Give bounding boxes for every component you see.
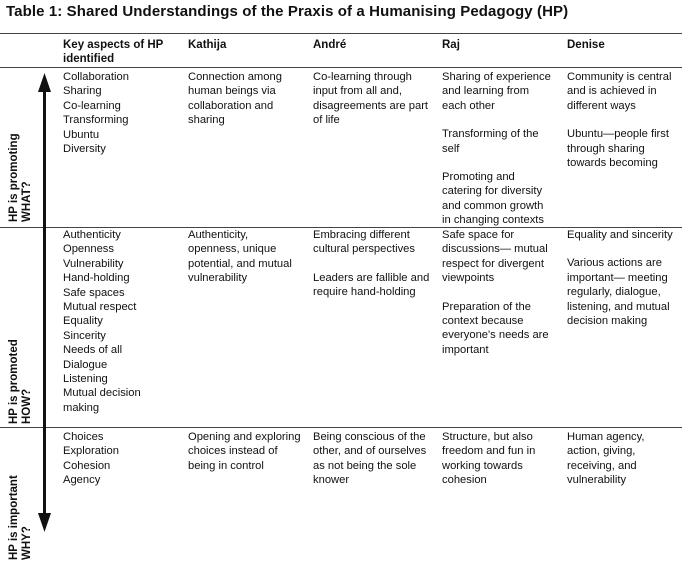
cell-line: vulnerability [567,474,627,487]
why-aspects-cell [63,430,119,488]
aspect-item: Dialogue [63,358,108,371]
cell-line: Opening and exploring [188,431,301,443]
cell-line: Leaders are fallible and [313,271,430,284]
cell-line: context because [442,315,524,328]
cell-line: collaboration and [188,99,274,112]
cell-line: through sharing [567,142,645,155]
cell-line: towards becoming [567,157,658,170]
cell-line: cultural perspectives [313,243,415,256]
what-kathija-cell [188,70,282,128]
cell-line: viewpoints [442,272,495,285]
cell-line: sharing [188,114,225,127]
cell-line: Co-learning through [313,71,412,83]
cell-line: Preparation of the [442,300,531,313]
header-kathija: Kathija [188,39,227,51]
cell-line: receiving, and [567,459,637,472]
cell-line: Various actions are [567,257,662,270]
aspect-item: Sharing [63,85,102,98]
cell-line: important— meeting [567,271,668,284]
cell-line: input from all and, [313,85,402,98]
aspect-item: Co-learning [63,99,121,112]
what-aspects-cell [63,70,129,156]
aspect-item: Transforming [63,114,129,127]
aspect-item: Mutual decision [63,387,141,400]
cell-line: action, giving, [567,445,636,458]
cell-line: Connection among [188,71,282,83]
aspect-item: Choices [63,431,104,443]
arrow-up-head-icon [38,73,51,92]
cell-line: listening, and mutual [567,300,670,313]
cell-line: self [442,142,460,155]
cell-line: and is achieved in [567,85,657,98]
header-denise: Denise [567,39,605,51]
cell-line: being in control [188,459,264,472]
cell-line: Sharing of experience [442,71,551,83]
aspect-item: Vulnerability [63,257,124,270]
cell-line: important [442,343,489,356]
cell-line: Embracing different [313,229,410,241]
how-andre-cell [313,228,429,300]
how-kathija-cell [188,228,292,286]
cell-line: respect for divergent [442,257,544,270]
cell-line: Transforming of the [442,128,539,141]
aspect-item: Cohesion [63,459,111,472]
cell-line: vulnerability [188,272,248,285]
header-andre: André [313,39,347,51]
row-label-what [8,133,34,222]
cell-line: Ubuntu—people first [567,128,669,141]
aspect-item: Hand-holding [63,272,130,285]
row-label-what-line1: HP is promoting [8,133,20,222]
cell-line: of life [313,114,340,127]
cell-line: each other [442,99,495,112]
cell-line: catering for diversity [442,185,543,198]
how-raj-cell [442,228,549,357]
row-label-why-line1: HP is important [8,475,20,560]
cell-line: cohesion [442,474,487,487]
aspect-item: Ubuntu [63,128,100,141]
row-label-why [8,475,34,560]
table-title: Table 1: Shared Understandings of the Praxis of a Humanising Pedagogy (HP) [6,3,569,20]
header-raj: Raj [442,39,460,51]
cell-line: other, and of ourselves [313,445,427,458]
aspect-item: Listening [63,373,108,386]
row-label-how [8,339,34,424]
row-label-how-line2: HOW? [21,388,33,424]
aspect-item: making [63,401,100,414]
cell-line: regularly, dialogue, [567,286,661,299]
row-label-what-line2: WHAT? [21,181,33,222]
cell-line: openness, unique [188,243,277,256]
how-aspects-cell [63,228,141,415]
cell-line: in changing contexts [442,214,544,227]
row-label-why-line2: WHY? [21,526,33,560]
cell-line: Community is central [567,71,672,83]
why-kathija-cell [188,430,301,473]
cell-line: Safe space for [442,229,515,241]
cell-line: Equality and sincerity [567,229,673,241]
cell-line: as not being the sole [313,459,417,472]
why-denise-cell [567,430,645,488]
why-andre-cell [313,430,426,488]
cell-line: Being conscious of the [313,431,426,443]
aspect-item: Openness [63,243,114,256]
cell-line: potential, and mutual [188,257,292,270]
cell-line: disagreements are part [313,99,429,112]
how-denise-cell [567,228,673,328]
aspect-item: Safe spaces [63,286,125,299]
aspect-item: Needs of all [63,344,123,357]
aspect-item: Diversity [63,143,106,156]
cell-line: and common growth [442,199,544,212]
cell-line: everyone's needs are [442,329,549,342]
cell-line: Structure, but also [442,431,533,443]
why-raj-cell [442,430,535,488]
row-label-how-line1: HP is promoted [8,339,20,424]
cell-line: choices instead of [188,445,278,458]
what-raj-cell [442,70,551,228]
aspect-item: Agency [63,474,101,487]
what-andre-cell [313,70,428,128]
cell-line: Authenticity, [188,229,249,241]
cell-line: freedom and fun in [442,445,536,458]
aspect-item: Sincerity [63,329,106,342]
cell-line: working towards [442,459,523,472]
aspect-item: Authenticity [63,229,121,241]
aspect-item: Collaboration [63,71,129,83]
header-key-aspects-text: Key aspects of HP identified [63,39,164,65]
cell-line: knower [313,474,350,487]
aspect-item: Mutual respect [63,301,137,314]
cell-line: Human agency, [567,431,645,443]
what-denise-cell [567,70,671,170]
cell-line: human beings via [188,85,276,98]
cell-line: and learning from [442,85,530,98]
cell-line: require hand-holding [313,286,416,299]
cell-line: Promoting and [442,171,515,184]
cell-line: different ways [567,99,636,112]
cell-line: discussions— mutual [442,243,548,256]
aspect-item: Exploration [63,445,119,458]
arrow-down-head-icon [38,513,51,532]
aspect-item: Equality [63,315,103,328]
cell-line: decision making [567,315,648,328]
